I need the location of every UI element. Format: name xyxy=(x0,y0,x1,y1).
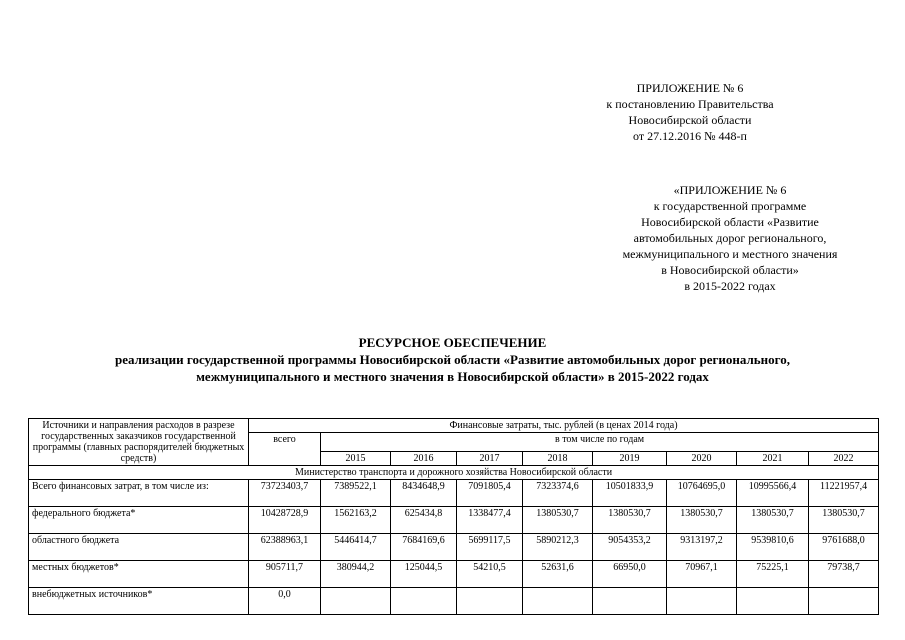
year-value xyxy=(457,588,523,615)
year-value: 1380530,7 xyxy=(523,507,593,534)
row-label: Всего финансовых затрат, в том числе из: xyxy=(29,480,249,507)
table-body xyxy=(29,480,879,615)
year-value: 7091805,4 xyxy=(457,480,523,507)
row-total: 905711,7 xyxy=(249,561,321,588)
year-value: 10764695,0 xyxy=(667,480,737,507)
program-attachment-line: к государственной программе xyxy=(653,199,807,213)
year-value: 1562163,2 xyxy=(321,507,391,534)
row-label: внебюджетных источников* xyxy=(29,588,249,615)
heading-title: РЕСУРСНОЕ ОБЕСПЕЧЕНИЕ xyxy=(358,335,547,350)
program-attachment-line: автомобильных дорог регионального, xyxy=(633,231,827,245)
year-value: 11221957,4 xyxy=(809,480,879,507)
table-row xyxy=(29,561,879,588)
year-value: 9054353,2 xyxy=(593,534,667,561)
resource-table-wrapper xyxy=(28,418,878,615)
attachment-line: ПРИЛОЖЕНИЕ № 6 xyxy=(636,81,744,95)
year-value: 5446414,7 xyxy=(321,534,391,561)
year-value: 5699117,5 xyxy=(457,534,523,561)
table-row xyxy=(29,588,879,615)
year-value: 7323374,6 xyxy=(523,480,593,507)
program-attachment-line: Новосибирской области «Развитие xyxy=(641,215,819,229)
row-label: областного бюджета xyxy=(29,534,249,561)
year-value: 7684169,6 xyxy=(391,534,457,561)
row-total: 62388963,1 xyxy=(249,534,321,561)
row-total: 10428728,9 xyxy=(249,507,321,534)
year-value xyxy=(321,588,391,615)
program-attachment-line: в 2015-2022 годах xyxy=(684,279,776,293)
year-value: 9313197,2 xyxy=(667,534,737,561)
year-header: 2015 xyxy=(321,452,391,466)
year-value: 79738,7 xyxy=(809,561,879,588)
year-value: 380944,2 xyxy=(321,561,391,588)
program-attachment-line: «ПРИЛОЖЕНИЕ № 6 xyxy=(673,183,787,197)
year-value: 5890212,3 xyxy=(523,534,593,561)
year-header: 2018 xyxy=(523,452,593,466)
attachment-line: к постановлению Правительства xyxy=(606,97,774,111)
year-header: 2016 xyxy=(391,452,457,466)
program-attachment-block xyxy=(580,182,880,294)
year-value: 625434,8 xyxy=(391,507,457,534)
row-total: 0,0 xyxy=(249,588,321,615)
row-label: местных бюджетов* xyxy=(29,561,249,588)
including-header: в том числе по годам xyxy=(321,433,879,452)
year-header: 2020 xyxy=(667,452,737,466)
year-value: 9539810,6 xyxy=(737,534,809,561)
year-value: 1380530,7 xyxy=(809,507,879,534)
row-total: 73723403,7 xyxy=(249,480,321,507)
year-value: 9761688,0 xyxy=(809,534,879,561)
year-value: 52631,6 xyxy=(523,561,593,588)
year-header: 2019 xyxy=(593,452,667,466)
table-row xyxy=(29,480,879,507)
year-value xyxy=(391,588,457,615)
year-value: 75225,1 xyxy=(737,561,809,588)
year-header: 2022 xyxy=(809,452,879,466)
row-label: федерального бюджета* xyxy=(29,507,249,534)
year-value: 54210,5 xyxy=(457,561,523,588)
attachment-line: Новосибирской области xyxy=(628,113,752,127)
ministry-row: Министерство транспорта и дорожного хозяйства Новосибирской области xyxy=(29,466,879,480)
year-value xyxy=(593,588,667,615)
year-value: 1380530,7 xyxy=(593,507,667,534)
year-value xyxy=(737,588,809,615)
year-value: 125044,5 xyxy=(391,561,457,588)
total-header: всего xyxy=(249,433,321,466)
document-heading xyxy=(0,334,905,385)
year-value: 70967,1 xyxy=(667,561,737,588)
sources-header: Источники и направления расходов в разрезе государственных заказчиков государственной программы (главных распорядителей бюджетных средств) xyxy=(29,419,249,466)
year-value: 8434648,9 xyxy=(391,480,457,507)
year-value xyxy=(809,588,879,615)
program-attachment-line: в Новосибирской области» xyxy=(661,263,799,277)
attachment-line: от 27.12.2016 № 448-п xyxy=(633,129,747,143)
heading-line: реализации государственной программы Новосибирской области «Развитие автомобильных дорог регионального, xyxy=(115,352,790,367)
year-value: 10995566,4 xyxy=(737,480,809,507)
year-value xyxy=(523,588,593,615)
year-value: 1380530,7 xyxy=(737,507,809,534)
year-header: 2017 xyxy=(457,452,523,466)
year-value: 1380530,7 xyxy=(667,507,737,534)
year-value: 1338477,4 xyxy=(457,507,523,534)
year-value xyxy=(667,588,737,615)
heading-line: межмуниципального и местного значения в Новосибирской области» в 2015-2022 годах xyxy=(196,369,709,384)
year-value: 10501833,9 xyxy=(593,480,667,507)
table-row xyxy=(29,507,879,534)
program-attachment-line: межмуниципального и местного значения xyxy=(622,247,838,261)
year-value: 66950,0 xyxy=(593,561,667,588)
resource-table xyxy=(28,418,879,615)
year-value: 7389522,1 xyxy=(321,480,391,507)
year-header: 2021 xyxy=(737,452,809,466)
costs-header: Финансовые затраты, тыс. рублей (в ценах 2014 года) xyxy=(249,419,879,433)
table-row xyxy=(29,534,879,561)
attachment-block xyxy=(560,80,820,144)
